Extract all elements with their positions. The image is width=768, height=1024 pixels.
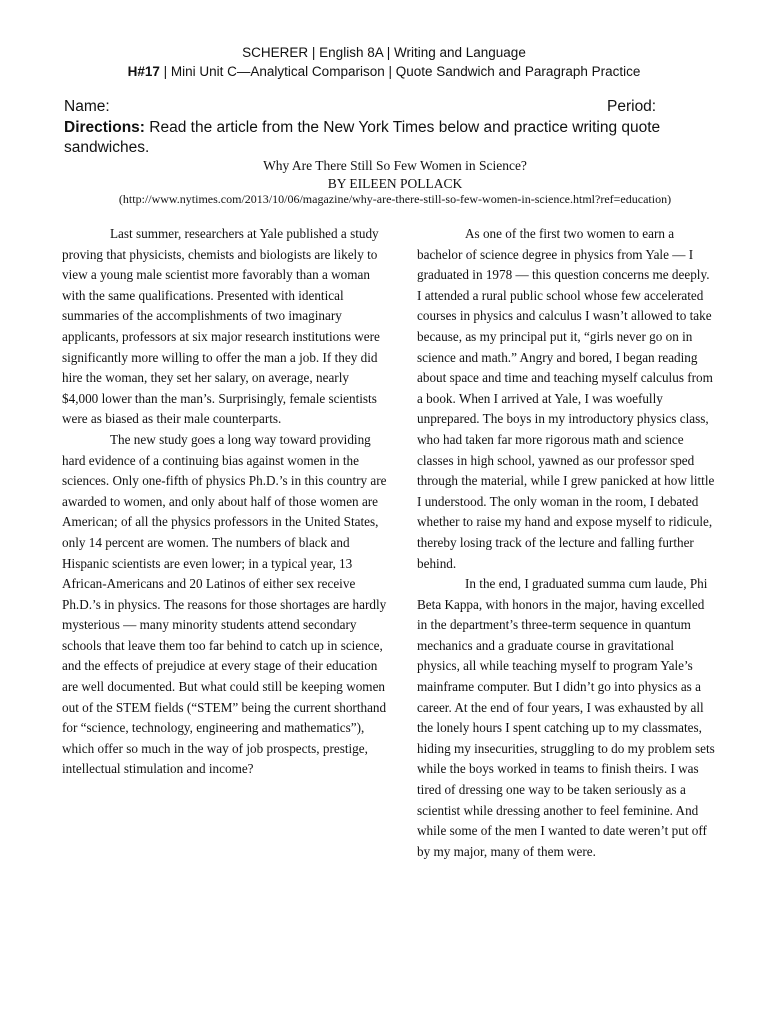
article-url: (http://www.nytimes.com/2013/10/06/magazine/why-are-there-still-so-few-women-in-science.html?ref=education) <box>118 192 672 206</box>
homework-number: H#17 <box>127 64 160 79</box>
period-label: Period: <box>607 98 657 115</box>
article-column-left <box>62 224 388 780</box>
article-column-right <box>417 224 717 862</box>
name-label: Name: <box>64 98 110 115</box>
article-paragraph: The new study goes a long way toward providing hard evidence of a continuing bias against women in the sciences. Only one-fifth of physics Ph.D.’s in this country are awarded to women, and only about half of those women are American; of all the physics professors in the United States, only 14 percent are women. The numbers of black and Hispanic scientists are even lower; in a typical year, 13 African-Americans and 20 Latinos of either sex receive Ph.D.’s in physics. The reasons for those shortages are hardly mysterious — many minority students attend secondary schools that leave them too far behind to catch up in science, and the effects of prejudice at every stage of their education are well documented. But what could still be keeping women out of the STEM fields (“STEM” being the current shorthand for “science, technology, engineering and mathematics”), which offer so much in the way of job prospects, prestige, intellectual stimulation and income? <box>62 431 387 777</box>
directions-text: Read the article from the New York Times below and practice writing quote sandwiches. <box>64 119 661 156</box>
header-assignment-line <box>0 64 768 79</box>
article-byline: BY EILEEN POLLACK <box>327 176 463 191</box>
article-title: Why Are There Still So Few Women in Science? <box>263 158 527 173</box>
directions-label: Directions: <box>64 119 145 136</box>
header-course-line: SCHERER | English 8A | Writing and Language <box>242 45 526 60</box>
article-paragraph: In the end, I graduated summa cum laude, Phi Beta Kappa, with honors in the major, having excelled in the department’s three-term sequence in quantum mechanics and a graduate course in gravitational physics, all while teaching myself to program Yale’s mainframe computer. But I didn’t go into physics as a career. At the end of four years, I was exhausted by all the lonely hours I spent catching up to my classmates, hiding my insecurities, struggling to do my problem sets while the boys worked in teams to finish theirs. I was tired of dressing one way to be taken seriously as a scientist while dressing another to feel feminine. And while some of the men I wanted to date weren’t put off by my major, many of them were. <box>417 576 715 859</box>
directions <box>64 118 714 158</box>
article-paragraph: As one of the first two women to earn a bachelor of science degree in physics from Yale — I graduated in 1978 — this question concerns me deeply. I attended a rural public school whose few accelerated courses in physics and calculus I wasn’t allowed to take because, as my principal put it, “girls never go on in science and math.” Angry and bored, I began reading about space and time and teaching myself calculus from a book. When I arrived at Yale, I was woefully unprepared. The boys in my introductory physics class, who had taken far more rigorous math and science classes in high school, yawned as our professor sped through the material, while I grew panicked at how little I understood. The only woman in the room, I debated whether to raise my hand and expose myself to ridicule, thereby losing track of the lecture and falling further behind. <box>417 226 715 571</box>
assignment-title: | Mini Unit C—Analytical Comparison | Quote Sandwich and Paragraph Practice <box>159 64 641 79</box>
article-paragraph: Last summer, researchers at Yale published a study proving that physicists, chemists and biologists are likely to view a young male scientist more favorably than a woman with the same qualifications. Presented with identical summaries of the accomplishments of two imaginary applicants, professors at six major research institutions were significantly more willing to offer the man a job. If they did hire the woman, they set her salary, on average, nearly $4,000 lower than the man’s. Surprisingly, female scientists were as biased as their male counterparts. <box>62 226 380 427</box>
